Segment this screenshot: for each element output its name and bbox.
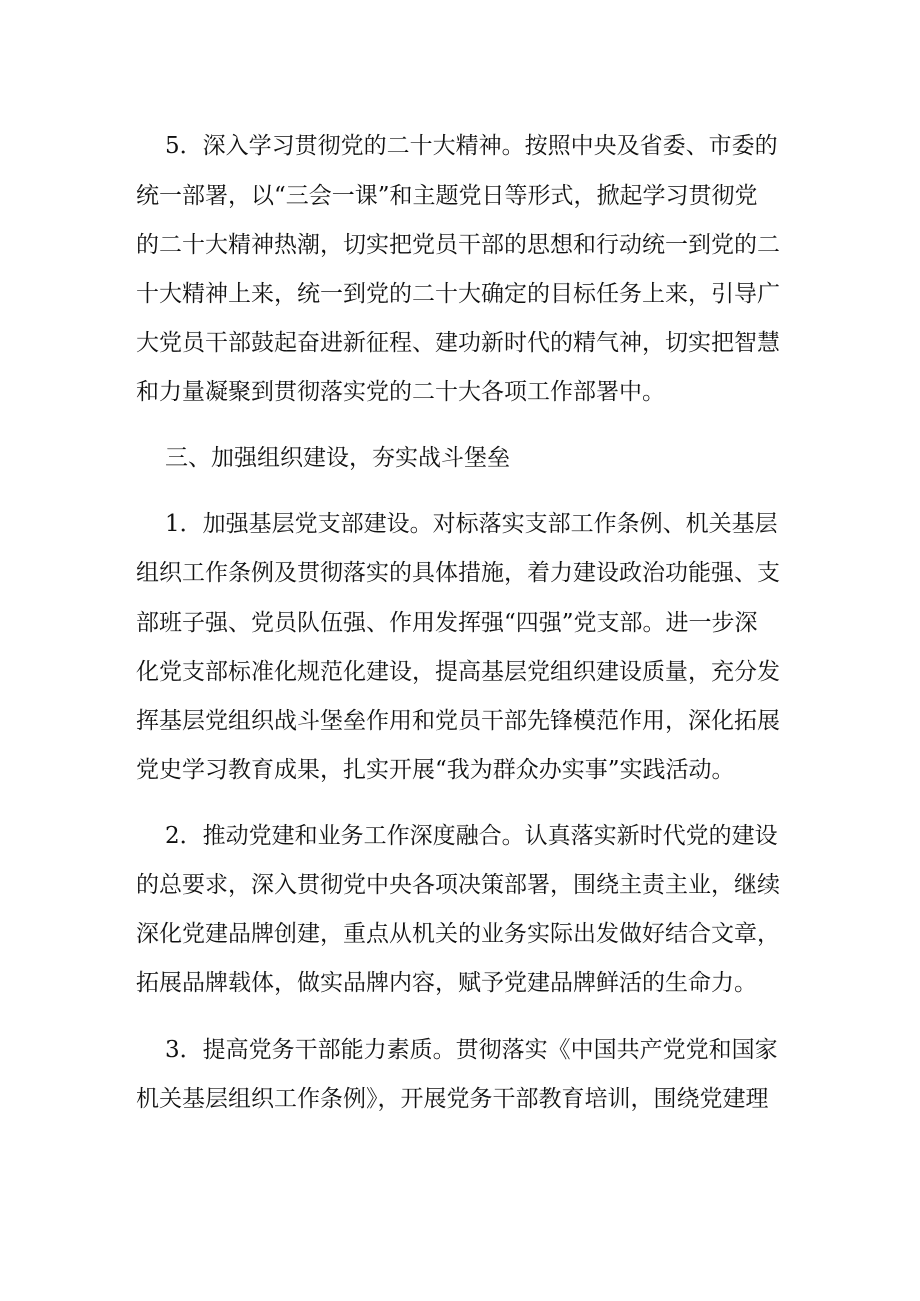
paragraph-1-line-3: 部班子强、党员队伍强、作用发挥强“四强”党支部。进一步深 (136, 610, 758, 636)
paragraph-3-line-1: 3．提高党务干部能力素质。贯彻落实《中国共产党党和国家 (165, 1037, 778, 1063)
paragraph-5-line-1: 5．深入学习贯彻党的二十大精神。按照中央及省委、市委的 (165, 133, 778, 159)
paragraph-5-line-3: 的二十大精神热潮，切实把党员干部的思想和行动统一到党的二 (136, 232, 780, 258)
section-3-heading: 三、加强组织建设，夯实战斗堡垒 (165, 445, 510, 471)
paragraph-2-line-2: 的总要求，深入贯彻党中央各项决策部署，围绕主责主业，继续 (136, 872, 780, 898)
paragraph-5-line-4: 十大精神上来，统一到党的二十大确定的目标任务上来，引导广 (136, 281, 780, 307)
paragraph-3-line-2: 机关基层组织工作条例》，开展党务干部教育培训，围绕党建理 (136, 1086, 769, 1112)
paragraph-5-line-6: 和力量凝聚到贯彻落实党的二十大各项工作部署中。 (136, 379, 665, 405)
paragraph-1-line-4: 化党支部标准化规范化建设，提高基层党组织建设质量，充分发 (136, 659, 780, 685)
paragraph-2-line-1: 2．推动党建和业务工作深度融合。认真落实新时代党的建设 (165, 823, 778, 849)
paragraph-1-line-5: 挥基层党组织战斗堡垒作用和党员干部先锋模范作用，深化拓展 (136, 708, 780, 734)
paragraph-2-line-3: 深化党建品牌创建，重点从机关的业务实际出发做好结合文章， (136, 921, 780, 947)
paragraph-2-line-4: 拓展品牌载体，做实品牌内容，赋予党建品牌鲜活的生命力。 (136, 970, 757, 996)
paragraph-5-line-2: 统一部署，以“三会一课”和主题党日等形式，掀起学习贯彻党 (136, 183, 758, 209)
paragraph-1-line-6: 党史学习教育成果，扎实开展“我为群众办实事”实践活动。 (136, 757, 735, 783)
paragraph-1-line-1: 1．加强基层党支部建设。对标落实支部工作条例、机关基层 (165, 511, 778, 537)
paragraph-1-line-2: 组织工作条例及贯彻落实的具体措施，着力建设政治功能强、支 (136, 560, 780, 586)
paragraph-5-line-5: 大党员干部鼓起奋进新征程、建功新时代的精气神，切实把智慧 (136, 330, 780, 356)
